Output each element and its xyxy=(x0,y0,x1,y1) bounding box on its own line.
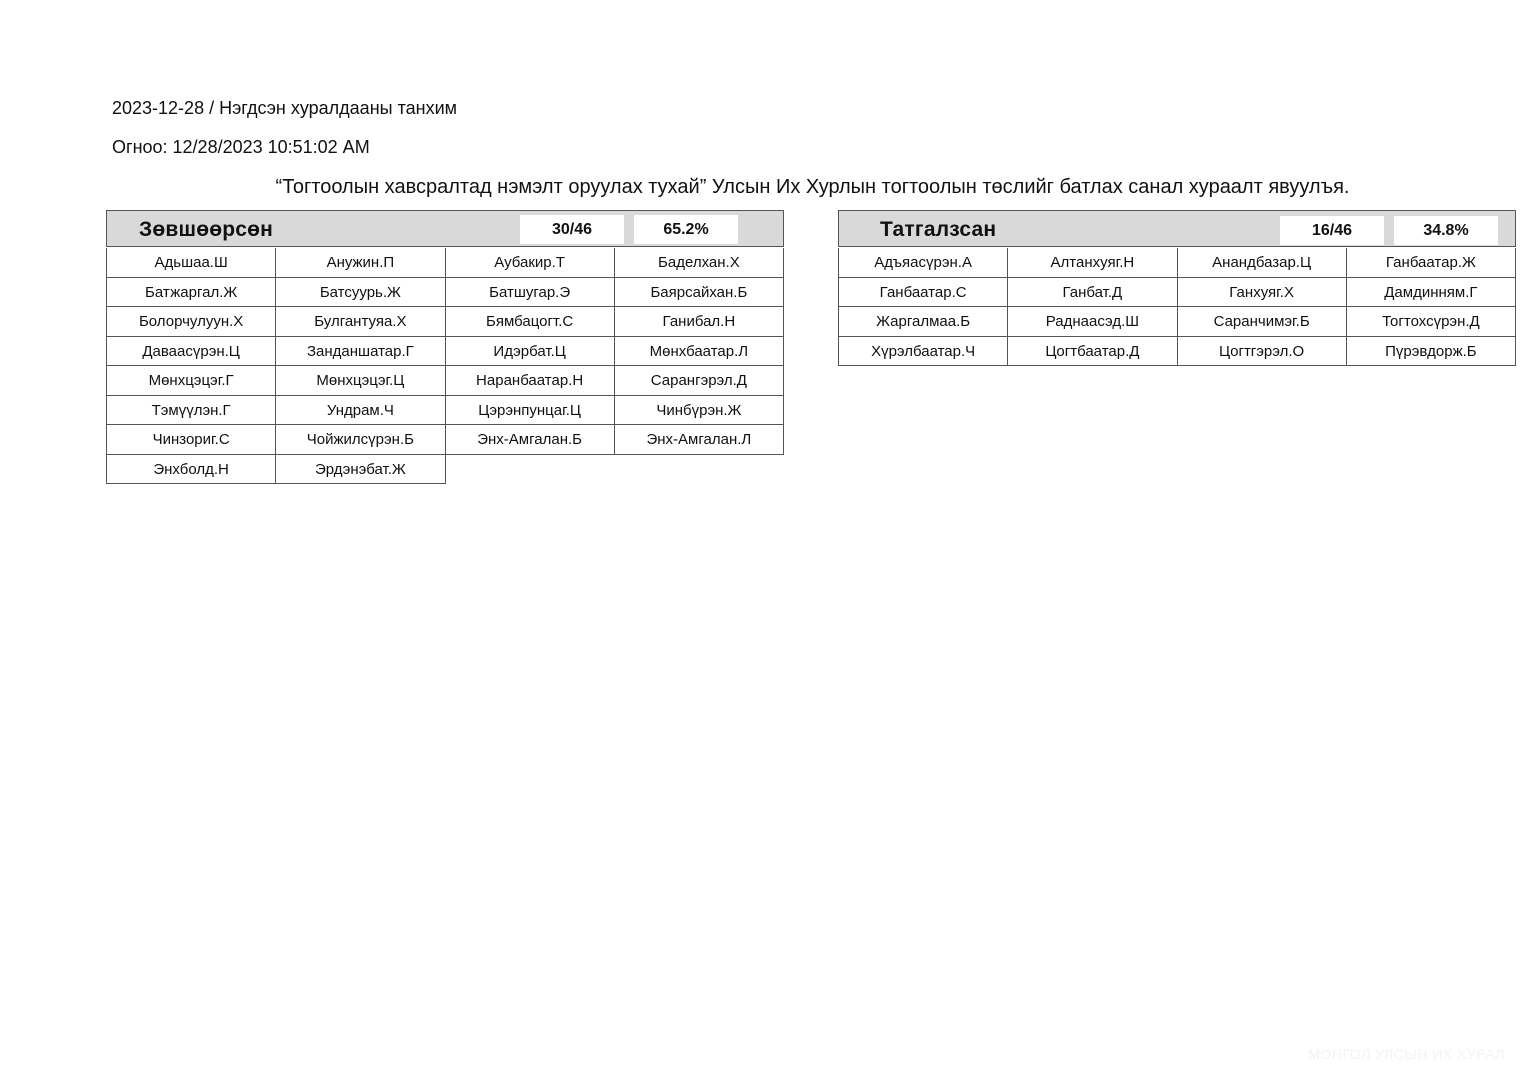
reject-name-grid xyxy=(838,248,1516,366)
reject-panel xyxy=(838,210,1516,366)
reject-name-cell: Ганхуяг.Х xyxy=(1178,278,1347,308)
approve-name-cell: Цэрэнпунцаг.Ц xyxy=(446,396,615,426)
reject-percent: 34.8% xyxy=(1394,216,1498,245)
reject-title: Татгалзсан xyxy=(880,218,997,241)
approve-title: Зөвшөөрсөн xyxy=(139,218,274,241)
approve-name-cell: Мөнхцэцэг.Ц xyxy=(276,366,445,396)
reject-name-cell: Ганбаатар.С xyxy=(839,278,1008,308)
motion-title: “Тогтоолын хавсралтад нэмэлт оруулах тухай” Улсын Их Хурлын тогтоолын төслийг батлах санал хураалт явуулъя. xyxy=(275,176,1350,198)
approve-name-cell: Чойжилсүрэн.Б xyxy=(276,425,445,455)
approve-name-cell: Наранбаатар.Н xyxy=(446,366,615,396)
approve-count: 30/46 xyxy=(520,215,624,244)
reject-name-cell: Раднаасэд.Ш xyxy=(1008,307,1177,337)
reject-name-cell: Адъяасүрэн.А xyxy=(839,248,1008,278)
reject-name-cell: Ганбат.Д xyxy=(1008,278,1177,308)
reject-name-cell: Жаргалмаа.Б xyxy=(839,307,1008,337)
reject-name-cell: Хүрэлбаатар.Ч xyxy=(839,337,1008,367)
reject-name-cell: Цогтбаатар.Д xyxy=(1008,337,1177,367)
approve-name-cell: Батсуурь.Ж xyxy=(276,278,445,308)
approve-name-cell: Бямбацогт.С xyxy=(446,307,615,337)
reject-name-cell: Тогтохсүрэн.Д xyxy=(1347,307,1516,337)
watermark: МОНГОЛ УЛСЫН ИХ ХУРАЛ xyxy=(1308,1046,1505,1062)
approve-name-cell: Энх-Амгалан.Л xyxy=(615,425,784,455)
reject-name-cell: Пүрэвдорж.Б xyxy=(1347,337,1516,367)
approve-panel xyxy=(106,210,784,484)
approve-name-cell: Баделхан.Х xyxy=(615,248,784,278)
approve-name-cell: Энхболд.Н xyxy=(107,455,276,485)
reject-name-cell: Анандбазар.Ц xyxy=(1178,248,1347,278)
approve-name-cell: Идэрбат.Ц xyxy=(446,337,615,367)
approve-name-cell: Ганибал.Н xyxy=(615,307,784,337)
approve-name-cell: Батжаргал.Ж xyxy=(107,278,276,308)
vote-date: Огноо: 12/28/2023 10:51:02 AM xyxy=(112,137,370,157)
reject-name-cell: Алтанхуяг.Н xyxy=(1008,248,1177,278)
approve-name-cell: Мөнхбаатар.Л xyxy=(615,337,784,367)
reject-name-cell: Цогтгэрэл.О xyxy=(1178,337,1347,367)
approve-name-cell: Аубакир.Т xyxy=(446,248,615,278)
reject-header xyxy=(838,210,1516,247)
approve-name-cell: Сарангэрэл.Д xyxy=(615,366,784,396)
approve-name-cell: Ундрам.Ч xyxy=(276,396,445,426)
approve-name-cell: Баярсайхан.Б xyxy=(615,278,784,308)
session-info: 2023-12-28 / Нэгдсэн хуралдааны танхим xyxy=(112,98,457,118)
approve-name-cell: Мөнхцэцэг.Г xyxy=(107,366,276,396)
approve-name-cell: Болорчулуун.Х xyxy=(107,307,276,337)
approve-name-cell: Даваасүрэн.Ц xyxy=(107,337,276,367)
approve-name-cell: Занданшатар.Г xyxy=(276,337,445,367)
approve-name-cell: Батшугар.Э xyxy=(446,278,615,308)
reject-name-cell: Саранчимэг.Б xyxy=(1178,307,1347,337)
reject-name-cell: Дамдинням.Г xyxy=(1347,278,1516,308)
approve-name-cell: Чинбүрэн.Ж xyxy=(615,396,784,426)
approve-name-cell: Булгантуяа.Х xyxy=(276,307,445,337)
approve-header xyxy=(106,210,784,247)
reject-count: 16/46 xyxy=(1280,216,1384,245)
approve-name-cell: Чинзориг.С xyxy=(107,425,276,455)
approve-name-cell: Адьшаа.Ш xyxy=(107,248,276,278)
approve-name-grid xyxy=(106,248,784,484)
approve-name-cell: Эрдэнэбат.Ж xyxy=(276,455,445,485)
approve-name-cell: Анужин.П xyxy=(276,248,445,278)
approve-percent: 65.2% xyxy=(634,215,738,244)
reject-name-cell: Ганбаатар.Ж xyxy=(1347,248,1516,278)
approve-name-cell: Энх-Амгалан.Б xyxy=(446,425,615,455)
approve-name-cell: Тэмүүлэн.Г xyxy=(107,396,276,426)
